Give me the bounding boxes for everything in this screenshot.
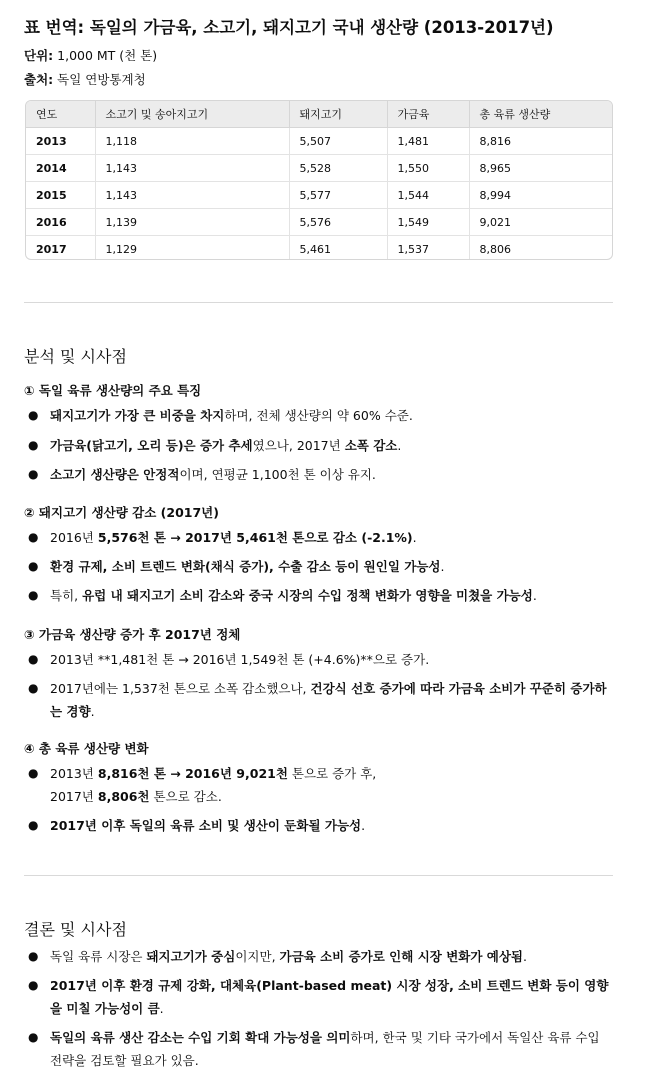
table-header-row bbox=[26, 101, 612, 128]
table-row bbox=[26, 209, 612, 236]
cell-pork: 5,528 bbox=[289, 155, 387, 182]
section-divider bbox=[24, 875, 613, 876]
bold-text: 건강식 선호 증가에 따라 가금육 소비가 꾸준히 증가하는 경향 bbox=[50, 681, 607, 719]
cell-poultry: 1,549 bbox=[387, 209, 469, 236]
list-item bbox=[28, 584, 610, 607]
analysis-heading: 분석 및 시사점 bbox=[24, 347, 127, 366]
bullet-icon: ● bbox=[28, 1030, 39, 1044]
cell-total: 8,965 bbox=[469, 155, 612, 182]
cell-total: 8,816 bbox=[469, 128, 612, 155]
text: . bbox=[532, 588, 537, 603]
text: 2017년 bbox=[50, 789, 98, 804]
list-item bbox=[28, 677, 610, 723]
bullet-icon: ● bbox=[28, 588, 39, 602]
section-2-heading: ② 돼지고기 생산량 감소 (2017년) bbox=[24, 505, 219, 520]
text: 였으나, 2017년 bbox=[252, 438, 345, 453]
header-year: 연도 bbox=[26, 101, 95, 128]
text: . bbox=[361, 818, 366, 833]
unit-line bbox=[24, 46, 157, 64]
table-row bbox=[26, 182, 612, 209]
list-item bbox=[28, 1026, 610, 1072]
list-item bbox=[28, 974, 610, 1020]
cell-year: 2017 bbox=[26, 236, 95, 261]
bullet-icon: ● bbox=[28, 438, 39, 452]
bullet-icon: ● bbox=[28, 530, 39, 544]
table-row bbox=[26, 128, 612, 155]
header-pork: 돼지고기 bbox=[289, 101, 387, 128]
bold-text: 가금육(닭고기, 오리 등)은 증가 추세 bbox=[50, 438, 253, 453]
bold-text: 소폭 감소 bbox=[344, 438, 398, 453]
cell-beef: 1,129 bbox=[95, 236, 289, 261]
table-row bbox=[26, 155, 612, 182]
text: 톤으로 증가 후, bbox=[287, 766, 377, 781]
text: 이며, 연평균 1,100천 톤 이상 유지. bbox=[179, 467, 376, 482]
bullet-icon: ● bbox=[28, 559, 39, 573]
bold-text: 소고기 생산량은 안정적 bbox=[50, 467, 180, 482]
section-1-heading: ① 독일 육류 생산량의 주요 특징 bbox=[24, 383, 202, 398]
text: 특히, bbox=[50, 588, 83, 603]
list-item bbox=[28, 945, 610, 968]
text: 2013년 **1,481천 톤 → 2016년 1,549천 톤 (+4.6%)**으로 증가. bbox=[50, 652, 430, 667]
source-value: 독일 연방통계청 bbox=[57, 72, 146, 87]
section-divider bbox=[24, 302, 613, 303]
list-item bbox=[28, 648, 610, 671]
text: 톤으로 감소. bbox=[149, 789, 222, 804]
bullet-icon: ● bbox=[28, 949, 39, 963]
cell-pork: 5,577 bbox=[289, 182, 387, 209]
cell-poultry: 1,544 bbox=[387, 182, 469, 209]
header-total: 총 육류 생산량 bbox=[469, 101, 612, 128]
cell-year: 2014 bbox=[26, 155, 95, 182]
cell-year: 2015 bbox=[26, 182, 95, 209]
text: 2016년 bbox=[50, 530, 98, 545]
cell-total: 9,021 bbox=[469, 209, 612, 236]
section-3-heading: ③ 가금육 생산량 증가 후 2017년 정체 bbox=[24, 627, 241, 642]
text: . bbox=[440, 559, 445, 574]
cell-year: 2016 bbox=[26, 209, 95, 236]
section-4-heading: ④ 총 육류 생산량 변화 bbox=[24, 741, 149, 756]
list-item bbox=[28, 762, 610, 808]
cell-pork: 5,461 bbox=[289, 236, 387, 261]
conclusion-heading: 결론 및 시사점 bbox=[24, 920, 127, 939]
document-title: 표 번역: 독일의 가금육, 소고기, 돼지고기 국내 생산량 (2013-2017년) bbox=[24, 18, 554, 37]
cell-pork: 5,576 bbox=[289, 209, 387, 236]
text: 하며, 전체 생산량의 약 60% 수준. bbox=[224, 408, 413, 423]
unit-value: 1,000 MT (천 톤) bbox=[57, 48, 158, 63]
text: 하며, 한국 및 기타 국가에서 독일산 육류 수입 전략을 검토할 필요가 있음. bbox=[50, 1030, 600, 1068]
bullet-icon: ● bbox=[28, 681, 39, 695]
text: . bbox=[412, 530, 417, 545]
bold-text: 환경 규제, 소비 트렌드 변화(채식 증가), 수출 감소 등이 원인일 가능성 bbox=[50, 559, 441, 574]
bold-text: 8,806천 bbox=[97, 789, 150, 804]
source-label: 출처: bbox=[24, 72, 54, 87]
bullet-icon: ● bbox=[28, 818, 39, 832]
text: . bbox=[159, 1001, 164, 1016]
cell-year: 2013 bbox=[26, 128, 95, 155]
list-item bbox=[28, 434, 610, 457]
bold-text: 5,576천 톤 → 2017년 5,461천 톤으로 감소 (-2.1%) bbox=[97, 530, 413, 545]
unit-label: 단위: bbox=[24, 48, 54, 63]
cell-beef: 1,143 bbox=[95, 182, 289, 209]
text: 2017년에는 1,537천 톤으로 소폭 감소했으나, bbox=[50, 681, 311, 696]
cell-beef: 1,118 bbox=[95, 128, 289, 155]
list-item bbox=[28, 526, 610, 549]
cell-pork: 5,507 bbox=[289, 128, 387, 155]
bullet-icon: ● bbox=[28, 766, 39, 780]
list-item bbox=[28, 814, 610, 837]
source-line bbox=[24, 70, 146, 88]
bullet-icon: ● bbox=[28, 652, 39, 666]
cell-beef: 1,143 bbox=[95, 155, 289, 182]
cell-poultry: 1,550 bbox=[387, 155, 469, 182]
bullet-icon: ● bbox=[28, 978, 39, 992]
bold-text: 가금육 소비 증가로 인해 시장 변화가 예상됨 bbox=[279, 949, 523, 964]
list-item bbox=[28, 463, 610, 486]
cell-poultry: 1,481 bbox=[387, 128, 469, 155]
production-table bbox=[25, 100, 613, 260]
header-beef: 소고기 및 송아지고기 bbox=[95, 101, 289, 128]
cell-total: 8,994 bbox=[469, 182, 612, 209]
bold-text: 독일의 육류 생산 감소는 수입 기회 확대 가능성을 의미 bbox=[50, 1030, 351, 1045]
list-item bbox=[28, 555, 610, 578]
text: . bbox=[523, 949, 527, 964]
bold-text: 8,816천 톤 → 2016년 9,021천 bbox=[97, 766, 288, 781]
bold-text: 2017년 이후 독일의 육류 소비 및 생산이 둔화될 가능성 bbox=[50, 818, 362, 833]
text: 2013년 bbox=[50, 766, 98, 781]
bullet-icon: ● bbox=[28, 467, 39, 481]
bullet-icon: ● bbox=[28, 408, 39, 422]
list-item bbox=[28, 404, 610, 427]
cell-total: 8,806 bbox=[479, 242, 511, 256]
text: 이지만, bbox=[235, 949, 280, 964]
text: . bbox=[90, 704, 95, 719]
cell-beef: 1,139 bbox=[95, 209, 289, 236]
bold-text: 돼지고기가 중심 bbox=[146, 949, 236, 964]
text: 독일 육류 시장은 bbox=[50, 949, 147, 964]
bold-text: 유럽 내 돼지고기 소비 감소와 중국 시장의 수입 정책 변화가 영향을 미쳤을 가능성 bbox=[82, 588, 533, 603]
header-poultry: 가금육 bbox=[387, 101, 469, 128]
text: . bbox=[397, 438, 402, 453]
bold-text: 2017년 이후 환경 규제 강화, 대체육(Plant-based meat) 시장 성장, 소비 트렌드 변화 등이 영향을 미칠 가능성이 큼 bbox=[50, 978, 609, 1016]
bold-text: 돼지고기가 가장 큰 비중을 차지 bbox=[50, 408, 225, 423]
cell-poultry: 1,537 bbox=[387, 236, 469, 261]
table-row bbox=[26, 236, 612, 261]
